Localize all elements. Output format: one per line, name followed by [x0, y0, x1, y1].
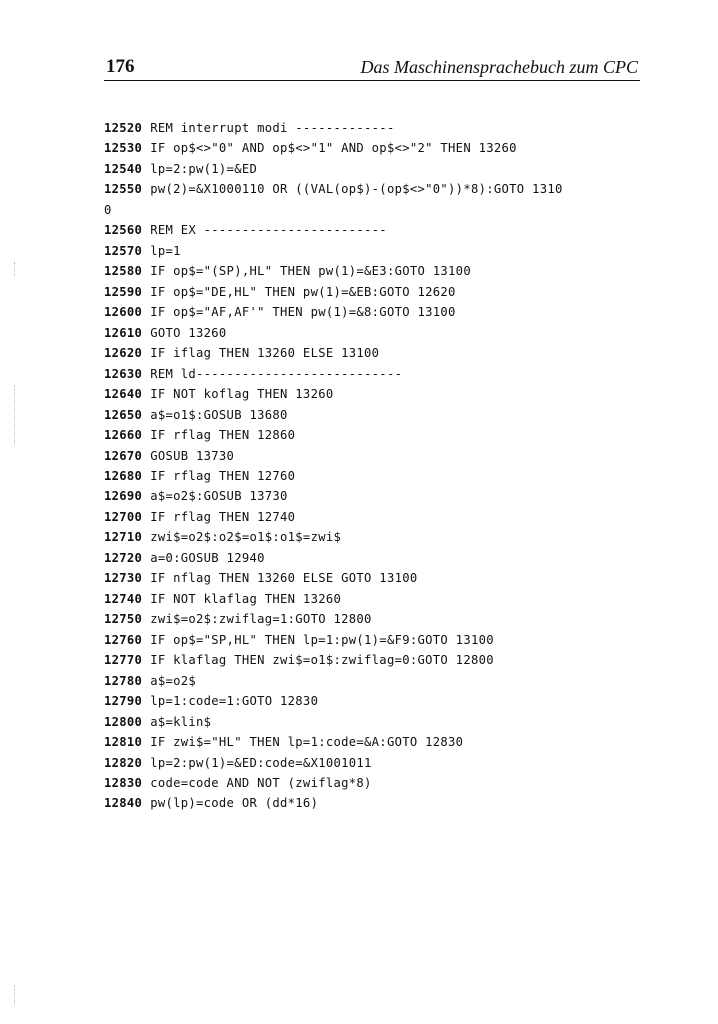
line-number: 12560 — [104, 223, 143, 238]
code-line — [104, 282, 664, 302]
code-line — [104, 793, 664, 813]
code-line — [104, 466, 664, 486]
code-line — [104, 691, 664, 711]
line-code: IF rflag THEN 12740 — [150, 509, 296, 524]
code-line — [104, 568, 664, 588]
line-code: GOTO 13260 — [150, 325, 227, 340]
line-code: REM EX ------------------------ — [150, 223, 387, 238]
line-number: 12760 — [104, 632, 143, 647]
line-number: 12840 — [104, 796, 143, 811]
line-number: 12730 — [104, 571, 143, 586]
line-number: 12620 — [104, 346, 143, 361]
line-code: a$=klin$ — [150, 714, 212, 729]
line-number: 12800 — [104, 714, 143, 729]
code-line — [104, 261, 664, 281]
line-number: 12520 — [104, 121, 143, 135]
line-code: REM interrupt modi ------------- — [150, 121, 395, 135]
code-line — [104, 671, 664, 691]
line-code: REM ld--------------------------- — [150, 366, 403, 381]
code-line — [104, 138, 664, 158]
code-line — [104, 732, 664, 752]
code-line — [104, 200, 664, 220]
code-line — [104, 405, 664, 425]
line-code: IF NOT klaflag THEN 13260 — [150, 591, 342, 606]
line-code: lp=2:pw(1)=&ED — [150, 161, 258, 176]
line-code: code=code AND NOT (zwiflag*8) — [150, 776, 372, 790]
code-line — [104, 527, 664, 547]
line-code: IF rflag THEN 12860 — [150, 428, 296, 443]
line-code: IF op$<>"0" AND op$<>"1" AND op$<>"2" THEN 13260 — [150, 141, 517, 156]
line-number: 12530 — [104, 141, 143, 156]
code-line — [104, 773, 664, 793]
page-number: 176 — [106, 56, 135, 77]
code-line — [104, 712, 664, 732]
code-line — [104, 446, 664, 466]
line-number: 12550 — [104, 182, 143, 197]
page-header — [104, 54, 640, 81]
code-line — [104, 364, 664, 384]
margin-speck — [14, 985, 19, 1005]
line-code: IF op$="AF,AF'" THEN pw(1)=&8:GOTO 13100 — [150, 305, 456, 320]
code-line — [104, 384, 664, 404]
line-number: 12590 — [104, 284, 143, 299]
line-code: zwi$=o2$:zwiflag=1:GOTO 12800 — [150, 612, 372, 627]
line-code: a$=o1$:GOSUB 13680 — [150, 407, 288, 422]
line-number: 12630 — [104, 366, 143, 381]
book-title: Das Maschinensprachebuch zum CPC — [360, 57, 638, 77]
line-number: 12700 — [104, 509, 143, 524]
line-code: a=0:GOSUB 12940 — [150, 550, 265, 565]
code-line — [104, 220, 664, 240]
line-code: a$=o2$:GOSUB 13730 — [150, 489, 288, 504]
margin-speck — [14, 385, 19, 445]
line-code: lp=1 — [150, 243, 181, 258]
line-number: 12790 — [104, 694, 143, 709]
line-number: 12580 — [104, 264, 143, 279]
line-code: zwi$=o2$:o2$=o1$:o1$=zwi$ — [150, 530, 342, 545]
line-code: IF op$="DE,HL" THEN pw(1)=&EB:GOTO 12620 — [150, 284, 456, 299]
code-line — [104, 650, 664, 670]
basic-listing — [104, 118, 664, 814]
line-number: 12600 — [104, 305, 143, 320]
code-line — [104, 486, 664, 506]
code-line — [104, 507, 664, 527]
line-number: 12540 — [104, 161, 143, 176]
line-number: 12750 — [104, 612, 143, 627]
line-number: 12650 — [104, 407, 143, 422]
line-code: IF NOT koflag THEN 13260 — [150, 387, 334, 402]
line-number: 12810 — [104, 735, 143, 750]
code-line — [104, 343, 664, 363]
line-code: IF iflag THEN 13260 ELSE 13100 — [150, 346, 380, 361]
line-number: 12680 — [104, 468, 143, 483]
line-number: 12690 — [104, 489, 143, 504]
code-line — [104, 589, 664, 609]
line-number: 12740 — [104, 591, 143, 606]
line-number: 12720 — [104, 550, 143, 565]
margin-speck — [14, 262, 19, 276]
line-number: 12670 — [104, 448, 143, 463]
line-number: 12830 — [104, 776, 143, 790]
line-code: IF rflag THEN 12760 — [150, 468, 296, 483]
code-line — [104, 118, 664, 138]
code-line — [104, 159, 664, 179]
code-line — [104, 609, 664, 629]
line-code: 0 — [104, 202, 112, 217]
code-line — [104, 302, 664, 322]
line-code: IF op$="(SP),HL" THEN pw(1)=&E3:GOTO 13100 — [150, 264, 471, 279]
line-code: lp=2:pw(1)=&ED:code=&X1001011 — [150, 755, 372, 770]
line-number: 12570 — [104, 243, 143, 258]
line-code: pw(2)=&X1000110 OR ((VAL(op$)-(op$<>"0"))*8):GOTO 1310 — [150, 182, 563, 197]
code-line — [104, 548, 664, 568]
line-code: a$=o2$ — [150, 673, 197, 688]
code-line — [104, 323, 664, 343]
code-line — [104, 425, 664, 445]
line-code: GOSUB 13730 — [150, 448, 235, 463]
line-number: 12780 — [104, 673, 143, 688]
line-number: 12640 — [104, 387, 143, 402]
code-line — [104, 179, 664, 199]
code-line — [104, 241, 664, 261]
line-code: pw(lp)=code OR (dd*16) — [150, 796, 319, 811]
line-code: IF op$="SP,HL" THEN lp=1:pw(1)=&F9:GOTO 13100 — [150, 632, 494, 647]
code-line — [104, 753, 664, 773]
line-code: IF klaflag THEN zwi$=o1$:zwiflag=0:GOTO 12800 — [150, 653, 494, 668]
line-number: 12660 — [104, 428, 143, 443]
line-code: lp=1:code=1:GOTO 12830 — [150, 694, 319, 709]
line-number: 12710 — [104, 530, 143, 545]
line-code: IF nflag THEN 13260 ELSE GOTO 13100 — [150, 571, 418, 586]
code-line — [104, 630, 664, 650]
line-number: 12770 — [104, 653, 143, 668]
line-number: 12820 — [104, 755, 143, 770]
line-code: IF zwi$="HL" THEN lp=1:code=&A:GOTO 12830 — [150, 735, 464, 750]
line-number: 12610 — [104, 325, 143, 340]
